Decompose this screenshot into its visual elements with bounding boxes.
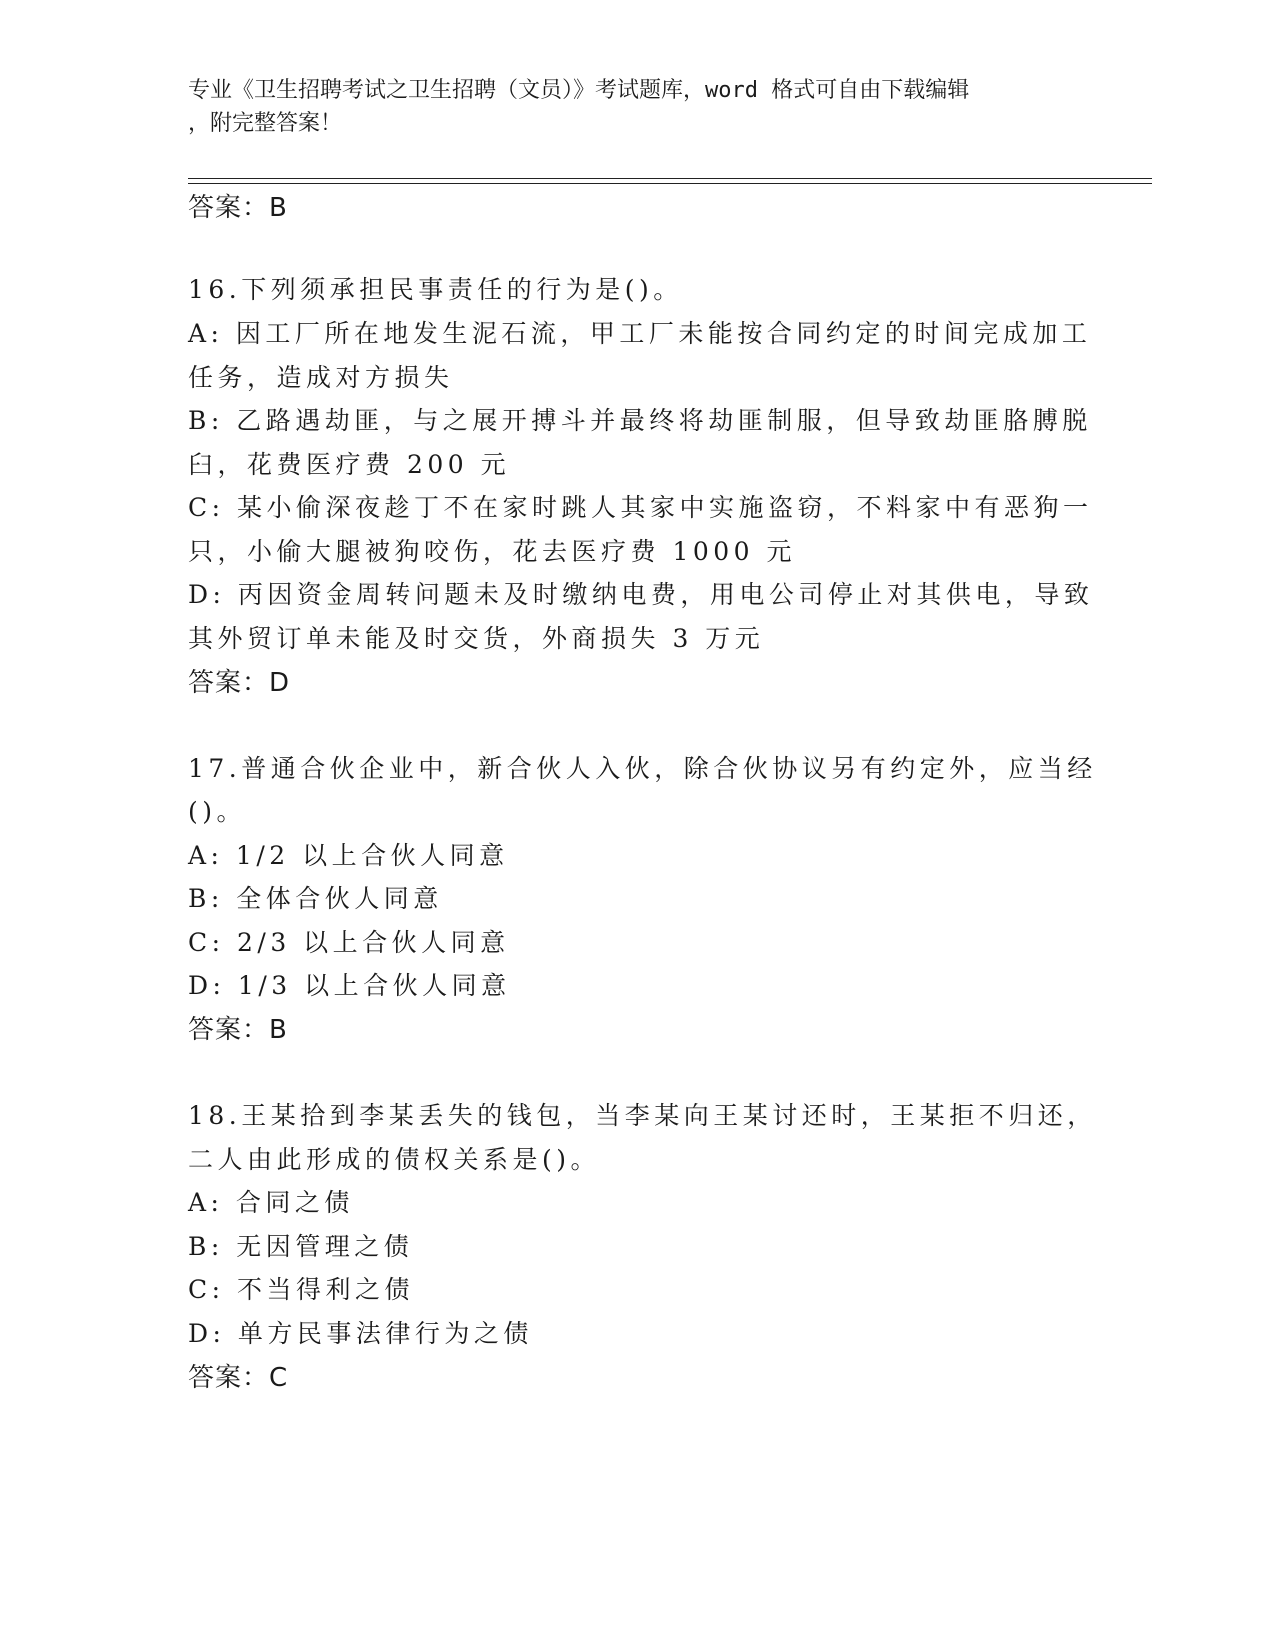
question-17-answer: 答案：B [188,1015,288,1045]
question-16-option-a-line-2: 任务，造成对方损失 [188,363,454,392]
question-17-stem-line-1: 17.普通合伙企业中，新合伙人入伙，除合伙协议另有约定外，应当经 [188,754,1097,783]
question-16-option-b-line-1: B: 乙路遇劫匪，与之展开搏斗并最终将劫匪制服，但导致劫匪胳膊脱 [188,406,1092,435]
header-line-2: ，附完整答案！ [188,111,343,136]
question-17-stem-line-2: ()。 [188,797,247,826]
question-18-stem-line-1: 18.王某拾到李某丢失的钱包，当李某向王某讨还时，王某拒不归还， [188,1101,1097,1130]
header-rule-bottom [188,183,1152,184]
question-16-option-d-line-2: 其外贸订单未能及时交货，外商损失 3 万元 [188,624,765,653]
question-18-option-c: C: 不当得利之债 [188,1275,414,1304]
question-17-option-b: B: 全体合伙人同意 [188,884,443,913]
question-18-option-d: D: 单方民事法律行为之债 [188,1319,533,1348]
question-16-stem: 16.下列须承担民事责任的行为是()。 [188,275,683,304]
question-18-option-b: B: 无因管理之债 [188,1232,414,1261]
question-16-option-b-line-2: 臼，花费医疗费 200 元 [188,450,511,479]
question-16-option-a-line-1: A: 因工厂所在地发生泥石流，甲工厂未能按合同约定的时间完成加工 [188,319,1092,348]
question-17-option-a: A: 1/2 以上合伙人同意 [188,841,509,870]
question-17-option-c: C: 2/3 以上合伙人同意 [188,928,510,957]
question-18-answer: 答案：C [188,1363,289,1393]
header-line-1: 专业《卫生招聘考试之卫生招聘（文员）》考试题库，word 格式可自由下载编辑 [188,78,970,103]
page-header [188,74,1068,140]
question-16-option-c-line-1: C: 某小偷深夜趁丁不在家时跳人其家中实施盗窃，不料家中有恶狗一 [188,493,1093,522]
question-16-answer: 答案：D [188,668,291,698]
question-16-option-c-line-2: 只，小偷大腿被狗咬伤，花去医疗费 1000 元 [188,537,797,566]
question-18-stem-line-2: 二人由此形成的债权关系是()。 [188,1145,601,1174]
question-16-option-d-line-1: D: 丙因资金周转问题未及时缴纳电费，用电公司停止对其供电，导致 [188,580,1094,609]
header-rule-top [188,178,1152,179]
question-18-option-a: A: 合同之债 [188,1188,354,1217]
previous-answer: 答案：B [188,193,288,223]
question-17-option-d: D: 1/3 以上合伙人同意 [188,971,511,1000]
